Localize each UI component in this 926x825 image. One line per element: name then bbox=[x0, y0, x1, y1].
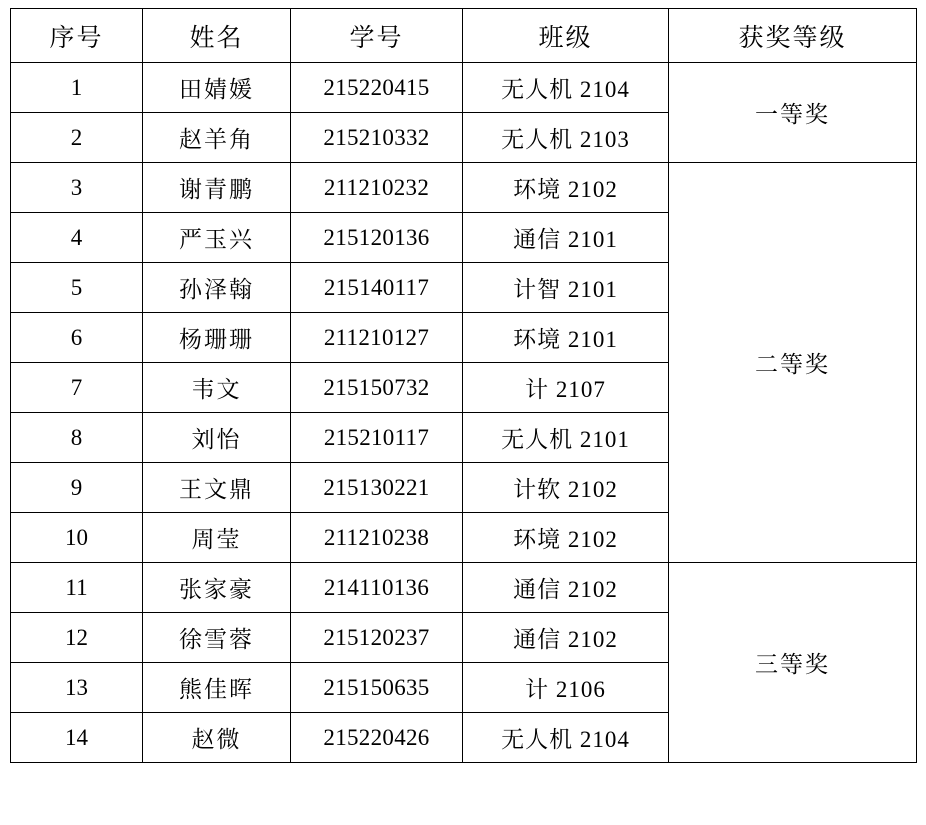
column-header-award-level: 获奖等级 bbox=[669, 9, 917, 63]
cell-class: 计智 2101 bbox=[463, 263, 669, 313]
cell-student-id: 215210332 bbox=[291, 113, 463, 163]
cell-class: 通信 2101 bbox=[463, 213, 669, 263]
cell-name: 严玉兴 bbox=[143, 213, 291, 263]
cell-index: 12 bbox=[11, 613, 143, 663]
cell-name: 周莹 bbox=[143, 513, 291, 563]
cell-name: 谢青鹏 bbox=[143, 163, 291, 213]
cell-class: 计 2106 bbox=[463, 663, 669, 713]
cell-class: 无人机 2103 bbox=[463, 113, 669, 163]
cell-name: 刘怡 bbox=[143, 413, 291, 463]
cell-student-id: 215150635 bbox=[291, 663, 463, 713]
column-header-index: 序号 bbox=[11, 9, 143, 63]
cell-index: 14 bbox=[11, 713, 143, 763]
cell-index: 13 bbox=[11, 663, 143, 713]
cell-index: 10 bbox=[11, 513, 143, 563]
cell-name: 孙泽翰 bbox=[143, 263, 291, 313]
cell-name: 田婧媛 bbox=[143, 63, 291, 113]
cell-class: 环境 2102 bbox=[463, 513, 669, 563]
cell-award-level: 一等奖 bbox=[669, 63, 917, 163]
cell-award-level: 三等奖 bbox=[669, 563, 917, 763]
cell-index: 5 bbox=[11, 263, 143, 313]
cell-name: 赵羊角 bbox=[143, 113, 291, 163]
cell-name: 杨珊珊 bbox=[143, 313, 291, 363]
cell-student-id: 215120136 bbox=[291, 213, 463, 263]
table-row bbox=[11, 163, 917, 213]
cell-class: 计 2107 bbox=[463, 363, 669, 413]
cell-index: 2 bbox=[11, 113, 143, 163]
table-header-row bbox=[11, 9, 917, 63]
cell-name: 张家豪 bbox=[143, 563, 291, 613]
cell-class: 无人机 2104 bbox=[463, 713, 669, 763]
cell-class: 环境 2102 bbox=[463, 163, 669, 213]
cell-index: 11 bbox=[11, 563, 143, 613]
cell-index: 1 bbox=[11, 63, 143, 113]
cell-student-id: 211210127 bbox=[291, 313, 463, 363]
cell-class: 无人机 2101 bbox=[463, 413, 669, 463]
cell-student-id: 211210232 bbox=[291, 163, 463, 213]
table-row bbox=[11, 63, 917, 113]
table-row bbox=[11, 563, 917, 613]
column-header-student-id: 学号 bbox=[291, 9, 463, 63]
cell-name: 徐雪蓉 bbox=[143, 613, 291, 663]
cell-index: 3 bbox=[11, 163, 143, 213]
cell-class: 无人机 2104 bbox=[463, 63, 669, 113]
award-list-table bbox=[10, 8, 917, 763]
cell-class: 环境 2101 bbox=[463, 313, 669, 363]
cell-index: 9 bbox=[11, 463, 143, 513]
cell-index: 7 bbox=[11, 363, 143, 413]
cell-name: 王文鼎 bbox=[143, 463, 291, 513]
cell-class: 计软 2102 bbox=[463, 463, 669, 513]
cell-student-id: 215210117 bbox=[291, 413, 463, 463]
cell-student-id: 211210238 bbox=[291, 513, 463, 563]
cell-index: 8 bbox=[11, 413, 143, 463]
cell-student-id: 215150732 bbox=[291, 363, 463, 413]
column-header-name: 姓名 bbox=[143, 9, 291, 63]
cell-index: 4 bbox=[11, 213, 143, 263]
column-header-class: 班级 bbox=[463, 9, 669, 63]
cell-student-id: 215130221 bbox=[291, 463, 463, 513]
cell-student-id: 214110136 bbox=[291, 563, 463, 613]
cell-name: 熊佳晖 bbox=[143, 663, 291, 713]
cell-award-level: 二等奖 bbox=[669, 163, 917, 563]
cell-name: 赵微 bbox=[143, 713, 291, 763]
cell-student-id: 215220426 bbox=[291, 713, 463, 763]
cell-student-id: 215220415 bbox=[291, 63, 463, 113]
cell-student-id: 215120237 bbox=[291, 613, 463, 663]
cell-student-id: 215140117 bbox=[291, 263, 463, 313]
cell-index: 6 bbox=[11, 313, 143, 363]
cell-name: 韦文 bbox=[143, 363, 291, 413]
cell-class: 通信 2102 bbox=[463, 563, 669, 613]
cell-class: 通信 2102 bbox=[463, 613, 669, 663]
